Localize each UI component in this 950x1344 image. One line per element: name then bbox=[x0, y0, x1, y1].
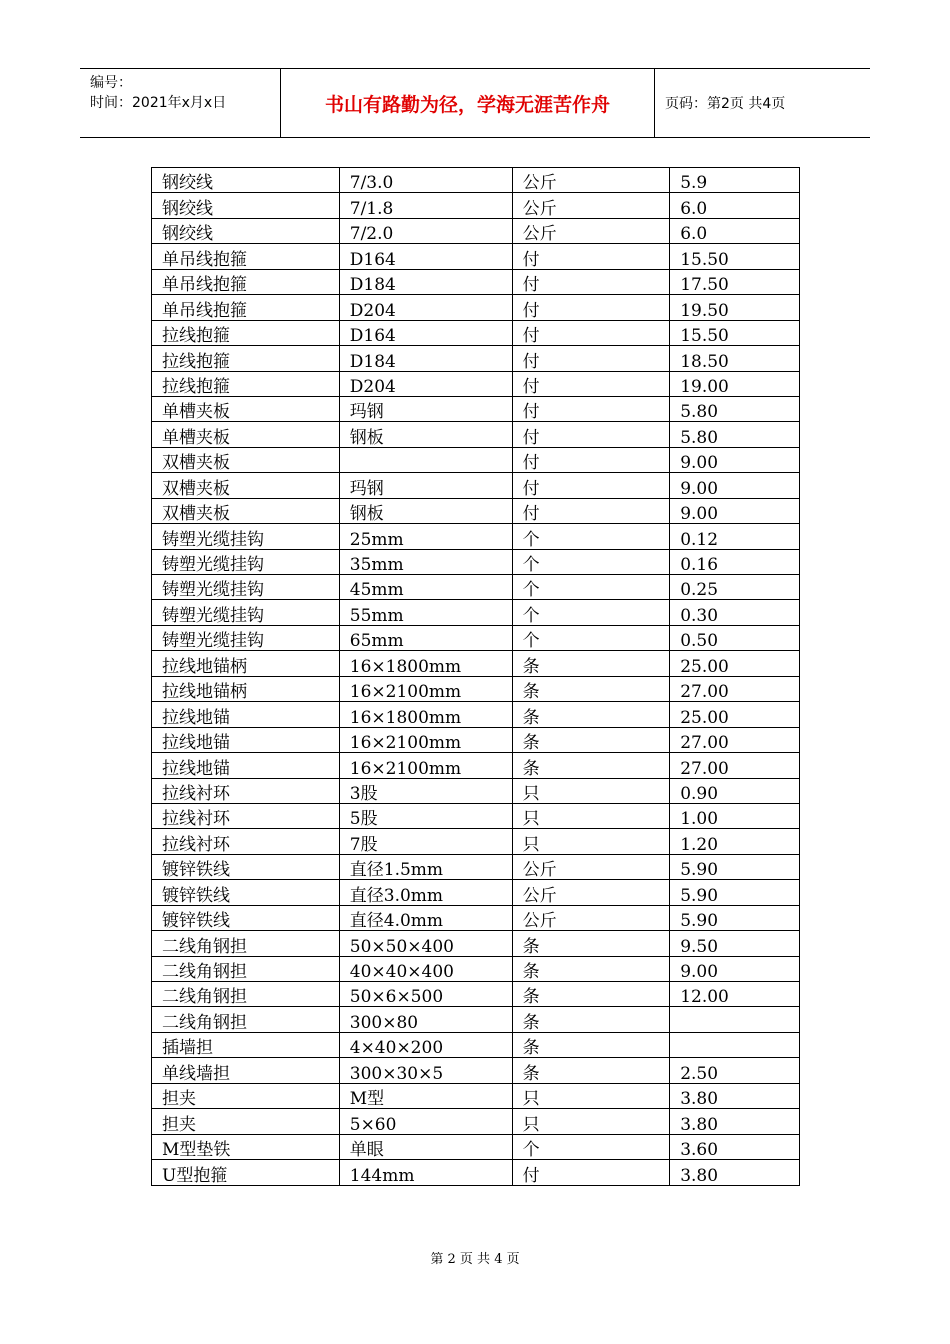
spec-cell: 7/3.0 bbox=[339, 168, 512, 193]
item-name-cell: 拉线衬环 bbox=[152, 778, 340, 803]
item-name-cell: 拉线地锚 bbox=[152, 753, 340, 778]
price-cell bbox=[670, 1032, 800, 1057]
table-row bbox=[152, 854, 800, 879]
materials-price-table bbox=[151, 167, 800, 1186]
item-name-cell: 二线角钢担 bbox=[152, 956, 340, 981]
item-name-cell: 双槽夹板 bbox=[152, 498, 340, 523]
item-name-cell: U型抱箍 bbox=[152, 1160, 340, 1185]
item-name-cell: 铸塑光缆挂钩 bbox=[152, 625, 340, 650]
unit-cell: 只 bbox=[512, 1109, 670, 1134]
item-name-cell: 铸塑光缆挂钩 bbox=[152, 575, 340, 600]
price-cell: 3.60 bbox=[670, 1134, 800, 1159]
item-name-cell: 拉线衬环 bbox=[152, 803, 340, 828]
table-row bbox=[152, 803, 800, 828]
unit-cell: 个 bbox=[512, 575, 670, 600]
spec-cell: 35mm bbox=[339, 549, 512, 574]
unit-cell: 付 bbox=[512, 498, 670, 523]
spec-cell: M型 bbox=[339, 1083, 512, 1108]
unit-cell: 公斤 bbox=[512, 880, 670, 905]
table-row bbox=[152, 371, 800, 396]
table-row bbox=[152, 625, 800, 650]
spec-cell: 50×6×500 bbox=[339, 982, 512, 1007]
table-row bbox=[152, 1007, 800, 1032]
table-row bbox=[152, 727, 800, 752]
spec-cell: 直径3.0mm bbox=[339, 880, 512, 905]
table-row bbox=[152, 396, 800, 421]
spec-cell: D164 bbox=[339, 320, 512, 345]
item-name-cell: 单线墙担 bbox=[152, 1058, 340, 1083]
item-name-cell: 镀锌铁线 bbox=[152, 905, 340, 930]
unit-cell: 条 bbox=[512, 702, 670, 727]
unit-cell: 付 bbox=[512, 396, 670, 421]
unit-cell: 付 bbox=[512, 473, 670, 498]
spec-cell: 16×2100mm bbox=[339, 676, 512, 701]
item-name-cell: 二线角钢担 bbox=[152, 982, 340, 1007]
price-cell: 19.50 bbox=[670, 295, 800, 320]
price-cell: 0.16 bbox=[670, 549, 800, 574]
price-cell: 1.00 bbox=[670, 803, 800, 828]
unit-cell: 公斤 bbox=[512, 218, 670, 243]
unit-cell: 个 bbox=[512, 1134, 670, 1159]
unit-cell: 只 bbox=[512, 1083, 670, 1108]
header-page-info: 页码：第2页 共4页 bbox=[665, 96, 786, 112]
table-row bbox=[152, 1083, 800, 1108]
price-cell: 27.00 bbox=[670, 727, 800, 752]
spec-cell: 直径4.0mm bbox=[339, 905, 512, 930]
price-cell: 17.50 bbox=[670, 269, 800, 294]
table-row bbox=[152, 447, 800, 472]
item-name-cell: 二线角钢担 bbox=[152, 1007, 340, 1032]
price-cell: 0.12 bbox=[670, 524, 800, 549]
unit-cell: 条 bbox=[512, 1032, 670, 1057]
unit-cell: 付 bbox=[512, 1160, 670, 1185]
table-row bbox=[152, 295, 800, 320]
table-row bbox=[152, 269, 800, 294]
spec-cell: 7/2.0 bbox=[339, 218, 512, 243]
price-cell: 5.90 bbox=[670, 854, 800, 879]
price-cell: 2.50 bbox=[670, 1058, 800, 1083]
item-name-cell: 拉线地锚 bbox=[152, 702, 340, 727]
price-cell: 1.20 bbox=[670, 829, 800, 854]
price-cell: 0.30 bbox=[670, 600, 800, 625]
item-name-cell: 拉线地锚柄 bbox=[152, 651, 340, 676]
price-cell: 9.50 bbox=[670, 931, 800, 956]
item-name-cell: 二线角钢担 bbox=[152, 931, 340, 956]
table-row bbox=[152, 218, 800, 243]
price-cell: 3.80 bbox=[670, 1083, 800, 1108]
spec-cell: 钢板 bbox=[339, 422, 512, 447]
price-cell: 3.80 bbox=[670, 1109, 800, 1134]
header-motto: 书山有路勤为径，学海无涯苦作舟 bbox=[280, 69, 655, 137]
price-cell: 25.00 bbox=[670, 702, 800, 727]
unit-cell: 个 bbox=[512, 524, 670, 549]
spec-cell: 300×30×5 bbox=[339, 1058, 512, 1083]
unit-cell: 公斤 bbox=[512, 193, 670, 218]
price-cell: 5.90 bbox=[670, 905, 800, 930]
price-cell: 15.50 bbox=[670, 244, 800, 269]
unit-cell: 条 bbox=[512, 1058, 670, 1083]
price-cell: 5.9 bbox=[670, 168, 800, 193]
spec-cell: 16×1800mm bbox=[339, 651, 512, 676]
table-row bbox=[152, 575, 800, 600]
table-row bbox=[152, 1134, 800, 1159]
spec-cell: 40×40×400 bbox=[339, 956, 512, 981]
spec-cell: 16×1800mm bbox=[339, 702, 512, 727]
table-row bbox=[152, 829, 800, 854]
table-row bbox=[152, 651, 800, 676]
item-name-cell: 拉线地锚柄 bbox=[152, 676, 340, 701]
unit-cell: 个 bbox=[512, 600, 670, 625]
item-name-cell: 钢绞线 bbox=[152, 168, 340, 193]
unit-cell: 付 bbox=[512, 295, 670, 320]
unit-cell: 公斤 bbox=[512, 854, 670, 879]
table-row bbox=[152, 1109, 800, 1134]
price-cell: 27.00 bbox=[670, 676, 800, 701]
spec-cell: 16×2100mm bbox=[339, 727, 512, 752]
item-name-cell: 拉线抱箍 bbox=[152, 320, 340, 345]
price-cell: 0.50 bbox=[670, 625, 800, 650]
spec-cell: 5×60 bbox=[339, 1109, 512, 1134]
price-cell: 0.25 bbox=[670, 575, 800, 600]
table-row bbox=[152, 600, 800, 625]
item-name-cell: M型垫铁 bbox=[152, 1134, 340, 1159]
table-row bbox=[152, 1032, 800, 1057]
page-header bbox=[80, 68, 870, 138]
unit-cell: 付 bbox=[512, 371, 670, 396]
price-cell: 5.90 bbox=[670, 880, 800, 905]
unit-cell: 条 bbox=[512, 676, 670, 701]
table-row bbox=[152, 956, 800, 981]
unit-cell: 条 bbox=[512, 1007, 670, 1032]
spec-cell: D204 bbox=[339, 371, 512, 396]
page-footer: 第 2 页 共 4 页 bbox=[430, 1252, 520, 1267]
price-cell: 27.00 bbox=[670, 753, 800, 778]
spec-cell: 钢板 bbox=[339, 498, 512, 523]
table-row bbox=[152, 676, 800, 701]
time-label: 时间：2021年x月x日 bbox=[90, 95, 227, 111]
table-row bbox=[152, 320, 800, 345]
item-name-cell: 拉线地锚 bbox=[152, 727, 340, 752]
unit-cell: 条 bbox=[512, 956, 670, 981]
item-name-cell: 镀锌铁线 bbox=[152, 880, 340, 905]
spec-cell: 55mm bbox=[339, 600, 512, 625]
spec-cell bbox=[339, 447, 512, 472]
price-cell: 18.50 bbox=[670, 346, 800, 371]
spec-cell: D204 bbox=[339, 295, 512, 320]
table-row bbox=[152, 702, 800, 727]
price-cell: 6.0 bbox=[670, 218, 800, 243]
table-row bbox=[152, 549, 800, 574]
item-name-cell: 钢绞线 bbox=[152, 218, 340, 243]
item-name-cell: 铸塑光缆挂钩 bbox=[152, 549, 340, 574]
spec-cell: 3股 bbox=[339, 778, 512, 803]
item-name-cell: 拉线衬环 bbox=[152, 829, 340, 854]
table-row bbox=[152, 1058, 800, 1083]
unit-cell: 条 bbox=[512, 931, 670, 956]
price-cell: 19.00 bbox=[670, 371, 800, 396]
item-name-cell: 铸塑光缆挂钩 bbox=[152, 600, 340, 625]
unit-cell: 条 bbox=[512, 727, 670, 752]
item-name-cell: 镀锌铁线 bbox=[152, 854, 340, 879]
price-cell: 5.80 bbox=[670, 422, 800, 447]
spec-cell: 直径1.5mm bbox=[339, 854, 512, 879]
item-name-cell: 双槽夹板 bbox=[152, 447, 340, 472]
table-row bbox=[152, 422, 800, 447]
unit-cell: 条 bbox=[512, 982, 670, 1007]
unit-cell: 条 bbox=[512, 753, 670, 778]
number-label: 编号： bbox=[90, 75, 132, 91]
table-row bbox=[152, 473, 800, 498]
header-meta bbox=[80, 69, 280, 137]
item-name-cell: 担夹 bbox=[152, 1083, 340, 1108]
price-cell bbox=[670, 1007, 800, 1032]
unit-cell: 公斤 bbox=[512, 905, 670, 930]
table-row bbox=[152, 778, 800, 803]
item-name-cell: 双槽夹板 bbox=[152, 473, 340, 498]
table-row bbox=[152, 346, 800, 371]
spec-cell: 7/1.8 bbox=[339, 193, 512, 218]
spec-cell: 16×2100mm bbox=[339, 753, 512, 778]
table-body bbox=[152, 168, 800, 1186]
unit-cell: 条 bbox=[512, 651, 670, 676]
spec-cell: 7股 bbox=[339, 829, 512, 854]
unit-cell: 付 bbox=[512, 244, 670, 269]
item-name-cell: 钢绞线 bbox=[152, 193, 340, 218]
price-cell: 9.00 bbox=[670, 447, 800, 472]
unit-cell: 付 bbox=[512, 320, 670, 345]
item-name-cell: 拉线抱箍 bbox=[152, 371, 340, 396]
item-name-cell: 插墙担 bbox=[152, 1032, 340, 1057]
spec-cell: 玛钢 bbox=[339, 396, 512, 421]
spec-cell: 单眼 bbox=[339, 1134, 512, 1159]
table-row bbox=[152, 244, 800, 269]
item-name-cell: 单吊线抱箍 bbox=[152, 269, 340, 294]
table-row bbox=[152, 880, 800, 905]
table-row bbox=[152, 498, 800, 523]
table-row bbox=[152, 905, 800, 930]
spec-cell: D184 bbox=[339, 269, 512, 294]
table-row bbox=[152, 982, 800, 1007]
price-cell: 5.80 bbox=[670, 396, 800, 421]
spec-cell: D184 bbox=[339, 346, 512, 371]
price-cell: 9.00 bbox=[670, 956, 800, 981]
table-row bbox=[152, 168, 800, 193]
item-name-cell: 担夹 bbox=[152, 1109, 340, 1134]
spec-cell: 144mm bbox=[339, 1160, 512, 1185]
unit-cell: 付 bbox=[512, 269, 670, 294]
table-row bbox=[152, 1160, 800, 1185]
table-row bbox=[152, 193, 800, 218]
item-name-cell: 铸塑光缆挂钩 bbox=[152, 524, 340, 549]
item-name-cell: 单槽夹板 bbox=[152, 422, 340, 447]
item-name-cell: 单吊线抱箍 bbox=[152, 244, 340, 269]
unit-cell: 个 bbox=[512, 625, 670, 650]
price-cell: 9.00 bbox=[670, 498, 800, 523]
spec-cell: 玛钢 bbox=[339, 473, 512, 498]
item-name-cell: 单吊线抱箍 bbox=[152, 295, 340, 320]
price-cell: 3.80 bbox=[670, 1160, 800, 1185]
price-cell: 15.50 bbox=[670, 320, 800, 345]
unit-cell: 只 bbox=[512, 829, 670, 854]
table-row bbox=[152, 524, 800, 549]
spec-cell: 5股 bbox=[339, 803, 512, 828]
item-name-cell: 拉线抱箍 bbox=[152, 346, 340, 371]
spec-cell: D164 bbox=[339, 244, 512, 269]
item-name-cell: 单槽夹板 bbox=[152, 396, 340, 421]
price-cell: 25.00 bbox=[670, 651, 800, 676]
unit-cell: 只 bbox=[512, 803, 670, 828]
price-cell: 6.0 bbox=[670, 193, 800, 218]
spec-cell: 45mm bbox=[339, 575, 512, 600]
unit-cell: 个 bbox=[512, 549, 670, 574]
spec-cell: 300×80 bbox=[339, 1007, 512, 1032]
spec-cell: 65mm bbox=[339, 625, 512, 650]
table-row bbox=[152, 753, 800, 778]
spec-cell: 25mm bbox=[339, 524, 512, 549]
unit-cell: 付 bbox=[512, 346, 670, 371]
price-cell: 0.90 bbox=[670, 778, 800, 803]
price-cell: 9.00 bbox=[670, 473, 800, 498]
spec-cell: 50×50×400 bbox=[339, 931, 512, 956]
unit-cell: 公斤 bbox=[512, 168, 670, 193]
unit-cell: 付 bbox=[512, 447, 670, 472]
unit-cell: 付 bbox=[512, 422, 670, 447]
spec-cell: 4×40×200 bbox=[339, 1032, 512, 1057]
table-row bbox=[152, 931, 800, 956]
unit-cell: 只 bbox=[512, 778, 670, 803]
price-cell: 12.00 bbox=[670, 982, 800, 1007]
